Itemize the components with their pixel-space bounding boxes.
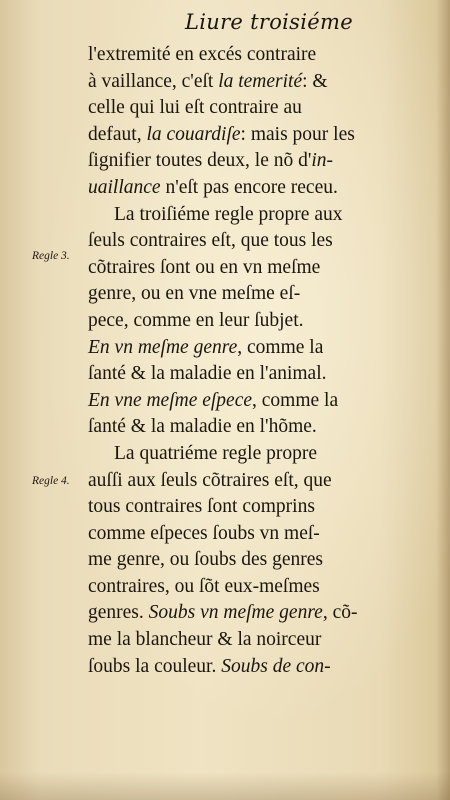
text-line [88, 69, 418, 96]
text-run: celle qui lui eſt contraire au [88, 97, 302, 119]
margin-note-rule-4: Regle 4. [32, 475, 70, 487]
text-run: ſeuls contraires eſt, que tous les [88, 230, 333, 252]
text-run: genre, ou en vne meſme eſ- [88, 283, 301, 305]
text-line [88, 308, 418, 335]
text-run: , comme la [252, 389, 339, 411]
text-run: : & [302, 70, 328, 92]
text-run: à vaillance, c'eſt [88, 70, 219, 92]
text-line [88, 388, 418, 415]
margin-note-rule-3: Regle 3. [32, 250, 70, 262]
body-text [88, 42, 418, 680]
text-line [88, 600, 418, 627]
text-line [88, 361, 418, 388]
italic-phrase: Soubs vn meſme genre [148, 602, 323, 624]
text-line [88, 255, 418, 282]
italic-phrase: En vn meſme genre [88, 336, 238, 358]
text-line [88, 148, 418, 175]
italic-phrase: En vne meſme eſpece [88, 389, 253, 411]
text-line [88, 574, 418, 601]
text-run: l'extremité en excés contraire [88, 44, 317, 65]
text-line [88, 228, 418, 255]
text-run: pece, comme en leur ſubjet. [88, 309, 304, 331]
text-run: defaut, [88, 123, 147, 145]
page-edge-shadow [436, 0, 450, 800]
text-run: genres. [88, 602, 149, 624]
italic-phrase: la temerité [218, 70, 303, 92]
text-line [88, 414, 418, 441]
text-run: comme eſpeces ſoubs vn meſ- [88, 522, 320, 544]
text-run: ſanté & la maladie en l'hõme. [88, 416, 317, 438]
text-run: auſſi aux ſeuls cõtraires eſt, que [88, 469, 332, 491]
italic-phrase: Soubs de con- [221, 655, 331, 677]
text-run: ſignifier toutes deux, le nõ d' [88, 150, 312, 172]
running-head: Liure troisiéme [185, 10, 353, 34]
text-line [88, 202, 418, 229]
text-run: n'eſt pas encore receu. [160, 176, 338, 198]
text-line [88, 494, 418, 521]
page-bottom-shadow [0, 772, 450, 800]
text-line [88, 281, 418, 308]
text-run: contraires, ou ſõt eux-meſmes [88, 575, 320, 597]
text-line [88, 42, 418, 69]
text-run: tous contraires ſont comprins [88, 496, 315, 518]
text-line [88, 122, 418, 149]
text-run: La troiſiéme regle propre aux [114, 203, 343, 225]
text-run: me genre, ou ſoubs des genres [88, 549, 324, 571]
text-line [88, 468, 418, 495]
italic-phrase: in- [311, 150, 334, 172]
text-run: : mais pour les [240, 123, 355, 145]
text-run: , cõ- [322, 602, 358, 624]
text-run: me la blancheur & la noirceur [88, 629, 322, 651]
text-line [88, 654, 418, 681]
italic-phrase: uaillance [88, 176, 161, 198]
text-run: La quatriéme regle propre [114, 442, 318, 464]
text-line [88, 175, 418, 202]
text-line [88, 627, 418, 654]
text-run: cõtraires ſont ou en vn meſme [88, 256, 321, 278]
text-line [88, 547, 418, 574]
italic-phrase: la couardiſe [146, 123, 241, 145]
text-run: , comme la [237, 336, 324, 358]
text-line [88, 95, 418, 122]
text-line [88, 335, 418, 362]
text-run: ſoubs la couleur. [88, 655, 222, 677]
text-line [88, 441, 418, 468]
text-line [88, 521, 418, 548]
text-run: ſanté & la maladie en l'animal. [88, 363, 327, 385]
